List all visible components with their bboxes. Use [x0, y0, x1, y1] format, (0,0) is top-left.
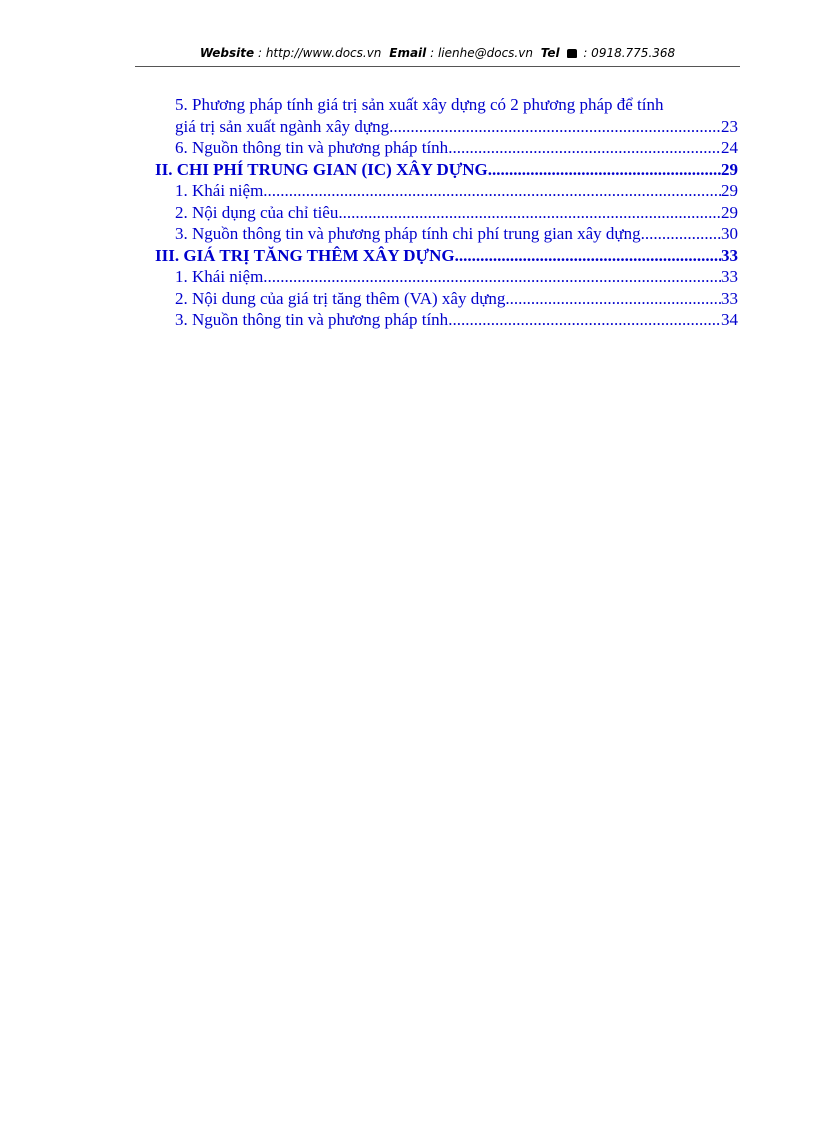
toc-item-text: 1. Khái niệm. [175, 267, 268, 286]
tel-label: Tel [540, 46, 560, 60]
toc-leader [389, 116, 721, 138]
toc-page-number: 33 [721, 288, 738, 308]
toc-leader [343, 202, 721, 224]
toc-item-6[interactable] [155, 137, 738, 159]
toc-leader [505, 288, 721, 310]
toc-page-number: 30 [721, 224, 738, 243]
toc-section-ii[interactable] [155, 159, 738, 181]
toc-item-text: 1. Khái niệm. [175, 181, 268, 200]
toc-page-number: 24 [721, 138, 738, 157]
toc-item-5-text-line1: 5. Phương pháp tính giá trị sản xuất xây dựng có 2 phương pháp để tính [175, 95, 664, 114]
toc-item-iii-1[interactable] [155, 266, 738, 288]
toc-leader [459, 245, 721, 267]
toc-item-ii-1[interactable] [155, 180, 738, 202]
toc-leader [492, 159, 721, 181]
toc-leader [268, 180, 721, 202]
page-header [135, 46, 740, 67]
toc-item-5-text-line2: giá trị sản xuất ngành xây dựng [175, 116, 390, 136]
toc-item-iii-3[interactable] [155, 309, 738, 331]
toc-leader [268, 266, 721, 288]
toc-section-title: III. GIÁ TRỊ TĂNG THÊM XÂY DỰNG. [155, 245, 459, 265]
toc-leader [448, 137, 721, 159]
tel-value: : 0918.775.368 [583, 46, 676, 60]
toc-item-ii-3[interactable] [155, 223, 738, 245]
toc-section-iii[interactable] [155, 245, 738, 267]
toc-item-ii-2[interactable] [155, 202, 738, 224]
toc-page-number: 23 [721, 116, 738, 136]
toc-item-text: 3. Nguồn thông tin và phương pháp tính chi phí trung gian xây dựng. [175, 224, 645, 243]
toc-item-iii-2[interactable] [155, 288, 738, 310]
table-of-contents [155, 94, 738, 331]
toc-page-number: 33 [721, 267, 738, 286]
email-label: Email [389, 46, 427, 60]
toc-page-number: 29 [721, 202, 738, 222]
toc-page-number: 29 [721, 159, 738, 179]
toc-item-text: 6. Nguồn thông tin và phương pháp tính [175, 138, 449, 157]
toc-leader [448, 309, 721, 331]
toc-item-text: 2. Nội dụng của chỉ tiêu. [175, 202, 343, 222]
toc-item-5-line1[interactable] [155, 94, 738, 116]
toc-leader [645, 223, 721, 245]
toc-item-text: 2. Nội dung của giá trị tăng thêm (VA) xây dựng [175, 288, 506, 308]
toc-page-number: 34 [721, 310, 738, 329]
toc-page-number: 29 [721, 181, 738, 200]
toc-section-title: II. CHI PHÍ TRUNG GIAN (IC) XÂY DỰNG. [155, 159, 493, 179]
phone-icon [567, 49, 577, 58]
toc-item-5[interactable] [155, 116, 738, 138]
toc-item-text: 3. Nguồn thông tin và phương pháp tính [175, 310, 449, 329]
toc-page-number: 33 [721, 245, 738, 265]
website-value: : http://www.docs.vn [257, 46, 382, 60]
website-label: Website [199, 46, 255, 60]
email-value: : lienhe@docs.vn [430, 46, 533, 60]
